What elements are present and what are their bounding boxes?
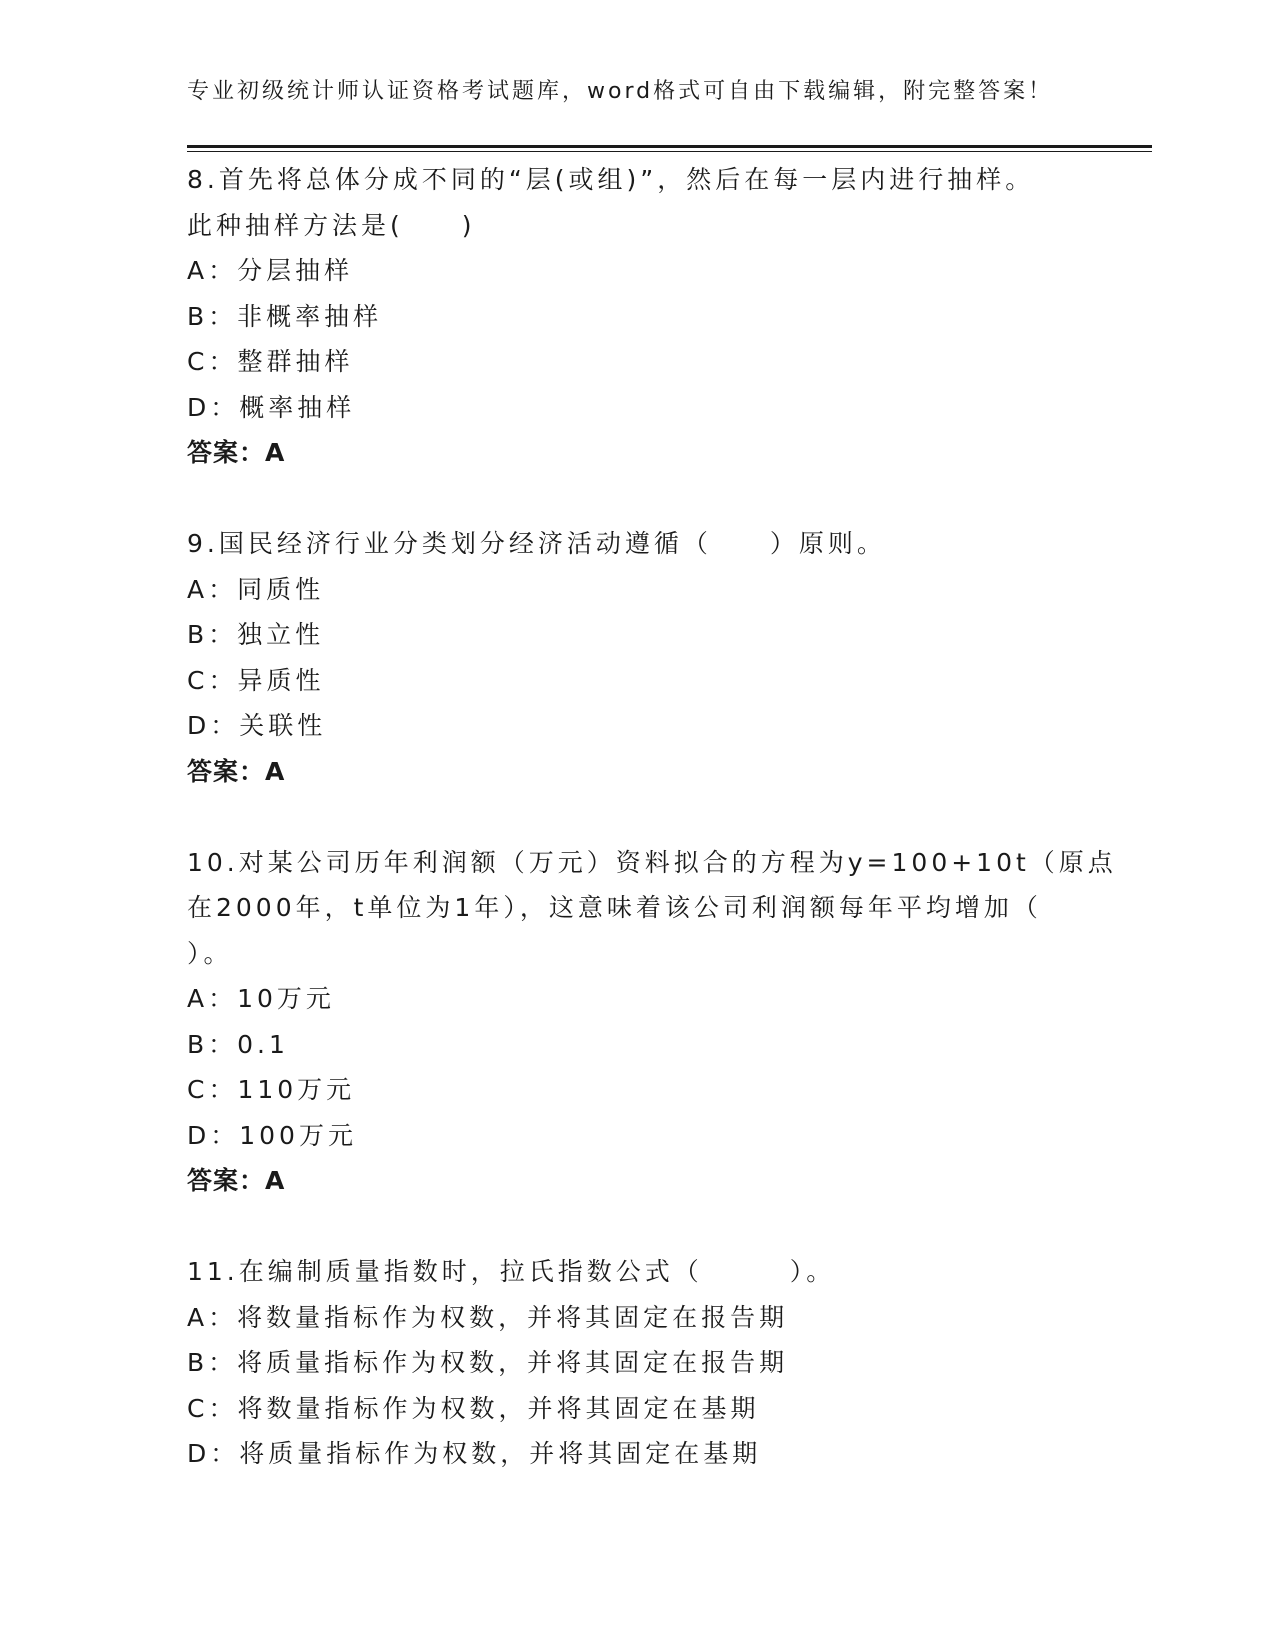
header-divider-thin — [187, 151, 1152, 152]
question-10 — [187, 840, 1117, 1204]
page-header: 专业初级统计师认证资格考试题库，word格式可自由下载编辑，附完整答案！ — [187, 79, 1054, 104]
option-d: D：关联性 — [187, 711, 327, 740]
question-stem: 此种抽样方法是( ) — [187, 210, 476, 240]
question-stem: 9.国民经济行业分类划分经济活动遵循（ ）原则。 — [187, 529, 886, 558]
question-spacer — [187, 1204, 1087, 1250]
option-b: B：0.1 — [187, 1029, 289, 1059]
option-a: A：将数量指标作为权数，并将其固定在报告期 — [187, 1302, 789, 1332]
option-b: B：非概率抽样 — [187, 301, 383, 331]
option-a: A：同质性 — [187, 574, 325, 604]
question-stem: 11.在编制质量指数时，拉氏指数公式（ ）。 — [187, 1257, 836, 1286]
header-divider-thick — [187, 145, 1152, 148]
option-d: D：100万元 — [187, 1120, 357, 1150]
question-stem: ）。 — [187, 938, 233, 968]
option-c: C：110万元 — [187, 1075, 356, 1104]
question-list — [187, 157, 1117, 1477]
question-9 — [187, 521, 1087, 794]
option-d: D：概率抽样 — [187, 392, 356, 422]
question-8 — [187, 157, 1087, 476]
question-spacer — [187, 476, 1087, 522]
option-a: A：10万元 — [187, 984, 335, 1013]
question-spacer — [187, 794, 1087, 840]
option-a: A：分层抽样 — [187, 256, 354, 285]
option-c: C：异质性 — [187, 665, 325, 695]
question-stem: 8.首先将总体分成不同的“层(或组)”，然后在每一层内进行抽样。 — [187, 165, 1035, 194]
question-stem: 在2000年，t单位为1年），这意味着该公司利润额每年平均增加（ — [187, 893, 1042, 922]
option-c: C：将数量指标作为权数，并将其固定在基期 — [187, 1393, 760, 1423]
question-stem: 10.对某公司历年利润额（万元）资料拟合的方程为y=100+10t（原点 — [187, 847, 1117, 877]
option-d: D：将质量指标作为权数，并将其固定在基期 — [187, 1439, 762, 1468]
option-b: B：将质量指标作为权数，并将其固定在报告期 — [187, 1348, 789, 1377]
option-b: B：独立性 — [187, 620, 325, 649]
answer: 答案：A — [187, 438, 286, 467]
answer: 答案：A — [187, 1166, 286, 1195]
answer: 答案：A — [187, 756, 286, 786]
question-11 — [187, 1249, 1087, 1477]
option-c: C：整群抽样 — [187, 347, 354, 376]
